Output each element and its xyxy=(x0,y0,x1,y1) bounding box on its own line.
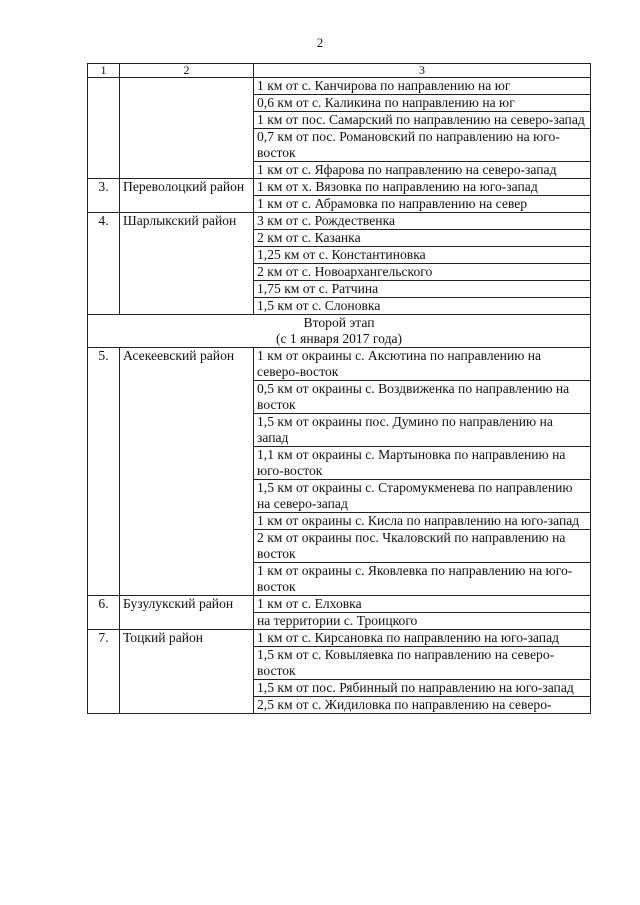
location-cell: 2 км от окраины пос. Чкаловский по направлению на восток xyxy=(254,530,591,563)
location-cell: 2 км от с. Казанка xyxy=(254,230,591,247)
district-name: Асекеевский район xyxy=(120,348,254,596)
location-cell: 1,5 км от с. Ковыляевка по направлению на северо-восток xyxy=(254,647,591,680)
table-row xyxy=(88,348,591,381)
location-cell: 0,5 км от окраины с. Воздвиженка по направлению на восток xyxy=(254,381,591,414)
locations-table xyxy=(87,63,591,714)
stage-subtitle: (с 1 января 2017 года) xyxy=(275,331,403,346)
row-number: 6. xyxy=(88,596,120,630)
location-cell: 1 км от с. Яфарова по направлению на северо-запад xyxy=(254,162,591,179)
stage-heading xyxy=(88,315,591,348)
stage-row xyxy=(88,315,591,348)
location-cell: 0,6 км от с. Каликина по направлению на юг xyxy=(254,95,591,112)
header-col-3: 3 xyxy=(254,64,591,78)
location-cell: 1,5 км от пос. Рябинный по направлению на юго-запад xyxy=(254,680,591,697)
location-cell: на территории с. Троицкого xyxy=(254,613,591,630)
location-cell: 1 км от с. Кирсановка по направлению на юго-запад xyxy=(254,630,591,647)
location-cell: 1 км от с. Елховка xyxy=(254,596,591,613)
location-cell: 1,75 км от с. Ратчина xyxy=(254,281,591,298)
district-name-empty xyxy=(120,78,254,179)
location-cell: 1 км от с. Абрамовка по направлению на север xyxy=(254,196,591,213)
row-number: 5. xyxy=(88,348,120,596)
row-number: 4. xyxy=(88,213,120,315)
table-row xyxy=(88,213,591,230)
location-cell: 1,25 км от с. Константиновка xyxy=(254,247,591,264)
location-cell: 3 км от с. Рождественка xyxy=(254,213,591,230)
location-cell: 1 км от х. Вязовка по направлению на юго-запад xyxy=(254,179,591,196)
row-number: 3. xyxy=(88,179,120,213)
district-name: Шарлыкский район xyxy=(120,213,254,315)
location-cell: 1 км от окраины с. Яковлевка по направлению на юго-восток xyxy=(254,563,591,596)
location-cell: 1 км от пос. Самарский по направлению на северо-запад xyxy=(254,112,591,129)
district-name: Переволоцкий район xyxy=(120,179,254,213)
district-name: Тоцкий район xyxy=(120,630,254,714)
table-header-row xyxy=(88,64,591,78)
district-name: Бузулукский район xyxy=(120,596,254,630)
row-number: 7. xyxy=(88,630,120,714)
location-cell: 1,5 км от окраины с. Старомукменева по направлению на северо-запад xyxy=(254,480,591,513)
location-cell: 1,5 км от окраины пос. Думино по направлению на запад xyxy=(254,414,591,447)
location-cell: 1 км от с. Канчирова по направлению на юг xyxy=(254,78,591,95)
table-row xyxy=(88,596,591,613)
location-cell: 1,5 км от с. Слоновка xyxy=(254,298,591,315)
location-cell: 0,7 км от пос. Романовский по направлению на юго-восток xyxy=(254,129,591,162)
location-cell: 2,5 км от с. Жидиловка по направлению на северо- xyxy=(254,697,591,714)
location-cell: 2 км от с. Новоархангельского xyxy=(254,264,591,281)
table-row xyxy=(88,179,591,196)
table-row xyxy=(88,630,591,647)
location-cell: 1,1 км от окраины с. Мартыновка по направлению на юго-восток xyxy=(254,447,591,480)
location-cell: 1 км от окраины с. Аксютина по направлению на северо-восток xyxy=(254,348,591,381)
header-col-2: 2 xyxy=(120,64,254,78)
header-col-1: 1 xyxy=(88,64,120,78)
stage-title: Второй этап xyxy=(303,315,375,330)
row-number-empty xyxy=(88,78,120,179)
page-number: 2 xyxy=(316,35,324,50)
location-cell: 1 км от окраины с. Кисла по направлению на юго-запад xyxy=(254,513,591,530)
table-row xyxy=(88,78,591,95)
